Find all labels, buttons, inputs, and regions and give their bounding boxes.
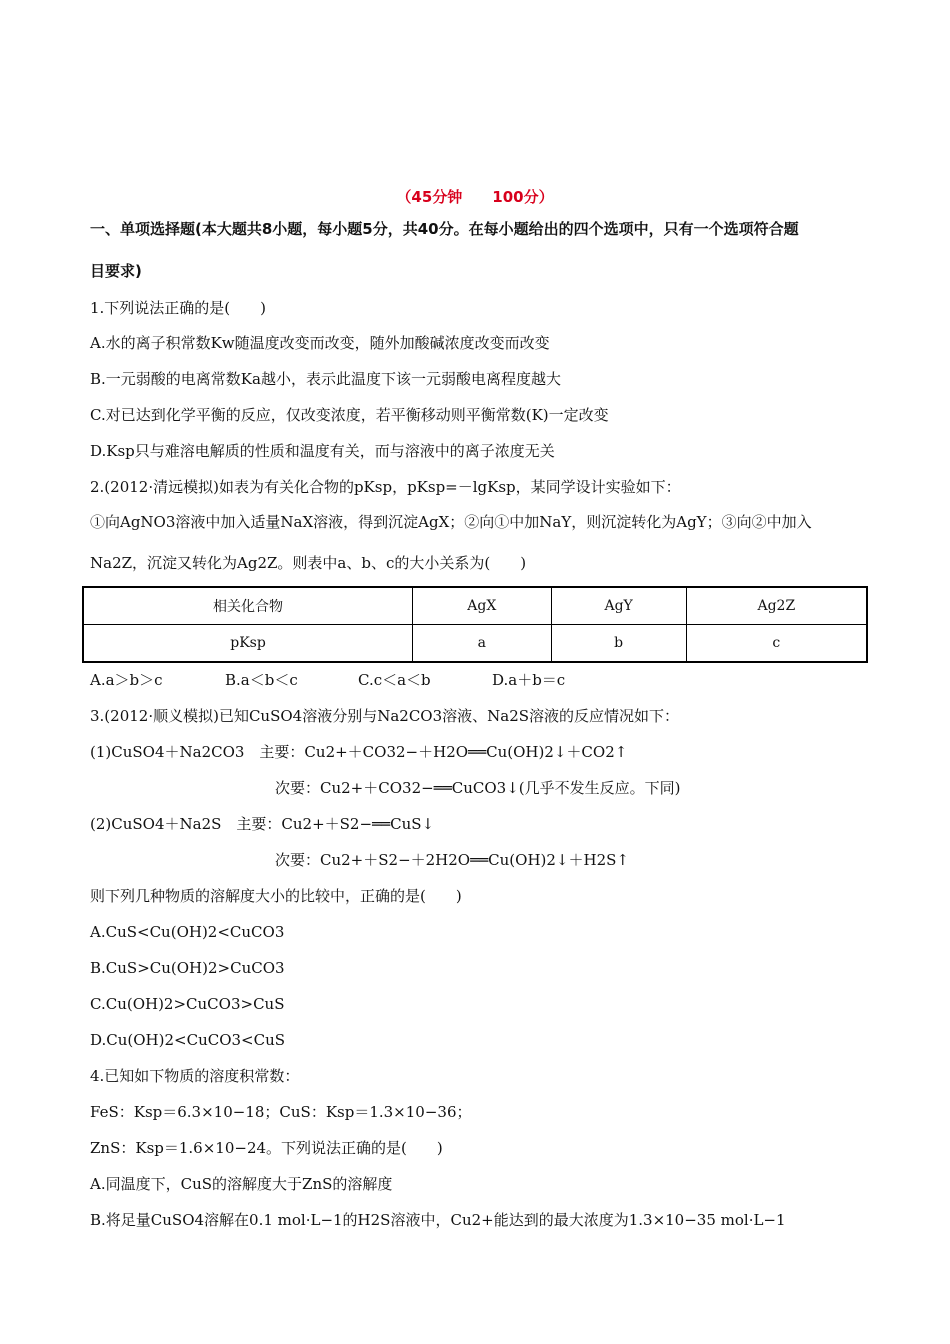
section-heading: 一、单项选择题(本大题共8小题，每小题5分，共40分。在每小题给出的四个选项中，只有一个选项符合题: [90, 220, 799, 238]
q3-option-d: D.Cu(OH)2<CuCO3<CuS: [90, 1031, 286, 1049]
table-cell: b: [551, 625, 686, 663]
q3-reaction2-minor: 次要：Cu2+＋S2−＋2H2O══Cu(OH)2↓＋H2S↑: [275, 851, 629, 869]
q1-option-a: A.水的离子积常数Kw随温度改变而改变，随外加酸碱浓度改变而改变: [90, 334, 550, 352]
q2-option-c: C.c＜a＜b: [358, 671, 431, 689]
section-heading-cont: 目要求): [90, 262, 142, 280]
table-cell: pKsp: [83, 625, 413, 663]
table-header-cell: 相关化合物: [83, 587, 413, 625]
q3-question: 则下列几种物质的溶解度大小的比较中，正确的是( ): [90, 887, 462, 905]
table-cell: c: [686, 625, 867, 663]
exam-time-score: （45分钟 100分）: [396, 188, 554, 206]
table-header-row: [83, 587, 867, 625]
q4-ksp-line2: ZnS：Ksp＝1.6×10−24。下列说法正确的是( ): [90, 1139, 443, 1157]
q2-option-d: D.a＋b＝c: [492, 671, 566, 689]
q3-stem: 3.(2012·顺义模拟)已知CuSO4溶液分别与Na2CO3溶液、Na2S溶液的反应情况如下：: [90, 707, 680, 725]
q2-experiment: ①向AgNO3溶液中加入适量NaX溶液，得到沉淀AgX；②向①中加NaY，则沉淀转化为AgY；③向②中加入: [90, 513, 812, 531]
q4-option-b: B.将足量CuSO4溶解在0.1 mol·L−1的H2S溶液中，Cu2+能达到的最大浓度为1.3×10−35 mol·L−1: [90, 1211, 786, 1229]
q3-option-b: B.CuS>Cu(OH)2>CuCO3: [90, 959, 285, 977]
pksp-table: [82, 586, 868, 663]
q2-option-b: B.a＜b＜c: [225, 671, 298, 689]
q4-ksp-line1: FeS：Ksp＝6.3×10−18；CuS：Ksp＝1.3×10−36；: [90, 1103, 472, 1121]
table-header-cell: AgX: [413, 587, 551, 625]
q3-reaction1-minor: 次要：Cu2+＋CO32−══CuCO3↓(几乎不发生反应。下同): [275, 779, 681, 797]
table-row: [83, 625, 867, 663]
q1-option-b: B.一元弱酸的电离常数Ka越小，表示此温度下该一元弱酸电离程度越大: [90, 370, 561, 388]
q2-stem: 2.(2012·清远模拟)如表为有关化合物的pKsp，pKsp=－lgKsp，某同学设计实验如下：: [90, 478, 681, 496]
table-header-cell: AgY: [551, 587, 686, 625]
q1-option-c: C.对已达到化学平衡的反应，仅改变浓度，若平衡移动则平衡常数(K)一定改变: [90, 406, 609, 424]
q2-question: Na2Z，沉淀又转化为Ag2Z。则表中a、b、c的大小关系为( ): [90, 554, 527, 572]
q4-stem: 4.已知如下物质的溶度积常数：: [90, 1067, 300, 1085]
q3-reaction1-main: (1)CuSO4＋Na2CO3 主要：Cu2+＋CO32−＋H2O══Cu(OH)2↓＋CO2↑: [90, 743, 628, 761]
q1-stem: 1.下列说法正确的是( ): [90, 299, 267, 317]
q1-option-d: D.Ksp只与难溶电解质的性质和温度有关，而与溶液中的离子浓度无关: [90, 442, 555, 460]
q3-option-a: A.CuS<Cu(OH)2<CuCO3: [90, 923, 285, 941]
q4-option-a: A.同温度下，CuS的溶解度大于ZnS的溶解度: [90, 1175, 393, 1193]
table-header-cell: Ag2Z: [686, 587, 867, 625]
q2-option-a: A.a＞b＞c: [90, 671, 163, 689]
q3-option-c: C.Cu(OH)2>CuCO3>CuS: [90, 995, 285, 1013]
table-cell: a: [413, 625, 551, 663]
q3-reaction2-main: (2)CuSO4＋Na2S 主要：Cu2+＋S2−══CuS↓: [90, 815, 435, 833]
